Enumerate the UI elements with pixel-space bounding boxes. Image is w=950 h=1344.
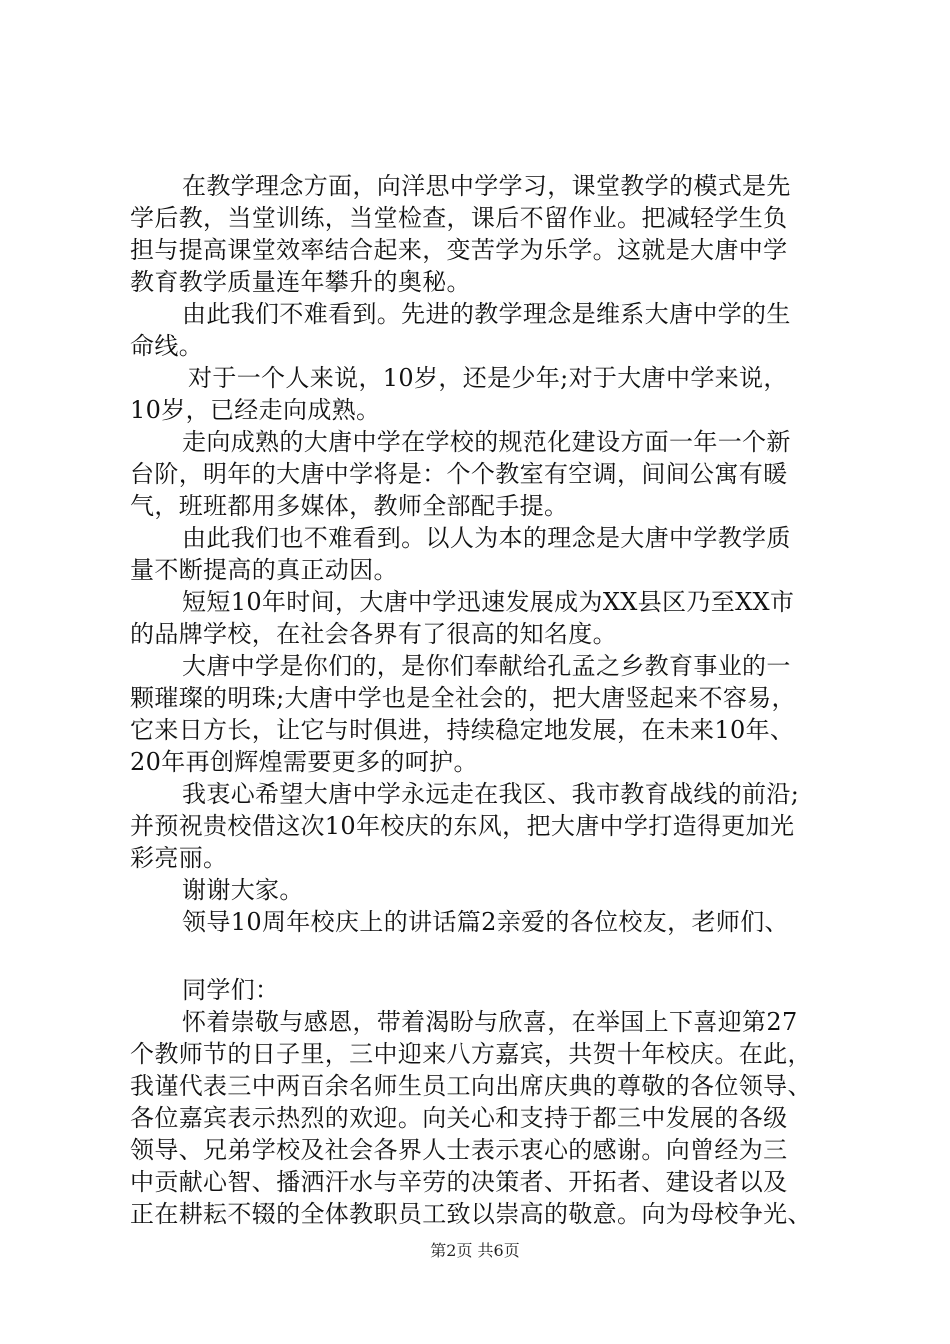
paragraph-line: 气，班班都用多媒体，教师全部配手提。: [130, 492, 569, 520]
paragraph-line: 彩亮丽。: [130, 844, 228, 872]
paragraph-line: 量不断提高的真正动因。: [130, 556, 398, 584]
paragraph-line: 走向成熟的大唐中学在学校的规范化建设方面一年一个新: [182, 428, 791, 456]
salutation-line: 同学们：: [182, 976, 280, 1004]
paragraph-line: 由此我们也不难看到。以人为本的理念是大唐中学教学质: [182, 524, 791, 552]
paragraph-line: 大唐中学是你们的，是你们奉献给孔孟之乡教育事业的一: [182, 652, 791, 680]
paragraph-line: 谢谢大家。: [182, 876, 304, 904]
paragraph-line: 各位嘉宾表示热烈的欢迎。向关心和支持于都三中发展的各级: [130, 1104, 788, 1132]
spacer: [130, 938, 850, 974]
paragraph-line: 由此我们不难看到。先进的教学理念是维系大唐中学的生: [182, 300, 791, 328]
page-number-footer: 第2页 共6页: [430, 1241, 520, 1260]
paragraph-line: 我衷心希望大唐中学永远走在我区、我市教育战线的前沿;: [182, 780, 800, 808]
paragraph-line: 命线。: [130, 332, 204, 360]
paragraph-line: 学后教，当堂训练，当堂检查，课后不留作业。把减轻学生负: [130, 204, 788, 232]
paragraph-line: 短短10年时间，大唐中学迅速发展成为XX县区乃至XX市: [182, 588, 795, 616]
paragraph-line: 它来日方长，让它与时俱进，持续稳定地发展，在未来10年、: [130, 716, 795, 744]
paragraph-line: 的品牌学校，在社会各界有了很高的知名度。: [130, 620, 617, 648]
paragraph-line: 20年再创辉煌需要更多的呵护。: [130, 748, 478, 776]
section-heading-line: 领导10周年校庆上的讲话篇2亲爱的各位校友，老师们、: [182, 908, 789, 936]
paragraph-line: 在教学理念方面，向洋思中学学习，课堂教学的模式是先: [182, 172, 791, 200]
paragraph-line: 领导、兄弟学校及社会各界人士表示衷心的感谢。向曾经为三: [130, 1136, 788, 1164]
paragraph-line: 并预祝贵校借这次10年校庆的东风，把大唐中学打造得更加光: [130, 812, 795, 840]
paragraph-line: 中贡献心智、播洒汗水与辛劳的决策者、开拓者、建设者以及: [130, 1168, 788, 1196]
paragraph-line: 我谨代表三中两百余名师生员工向出席庆典的尊敬的各位领导、: [130, 1072, 812, 1100]
paragraph-line: 对于一个人来说，10岁，还是少年;对于大唐中学来说，: [188, 364, 788, 392]
paragraph-line: 正在耕耘不辍的全体教职员工致以崇高的敬意。向为母校争光、: [130, 1200, 812, 1228]
paragraph-line: 个教师节的日子里，三中迎来八方嘉宾，共贺十年校庆。在此，: [130, 1040, 812, 1068]
document-body: [130, 170, 850, 1230]
paragraph-line: 10岁，已经走向成熟。: [130, 396, 381, 424]
paragraph-line: 教育教学质量连年攀升的奥秘。: [130, 268, 471, 296]
paragraph-line: 担与提高课堂效率结合起来，变苦学为乐学。这就是大唐中学: [130, 236, 788, 264]
paragraph-line: 怀着崇敬与感恩，带着渴盼与欣喜，在举国上下喜迎第27: [182, 1008, 798, 1036]
paragraph-line: 颗璀璨的明珠;大唐中学也是全社会的，把大唐竖起来不容易，: [130, 684, 796, 712]
paragraph-line: 台阶，明年的大唐中学将是：个个教室有空调，间间公寓有暖: [130, 460, 788, 488]
